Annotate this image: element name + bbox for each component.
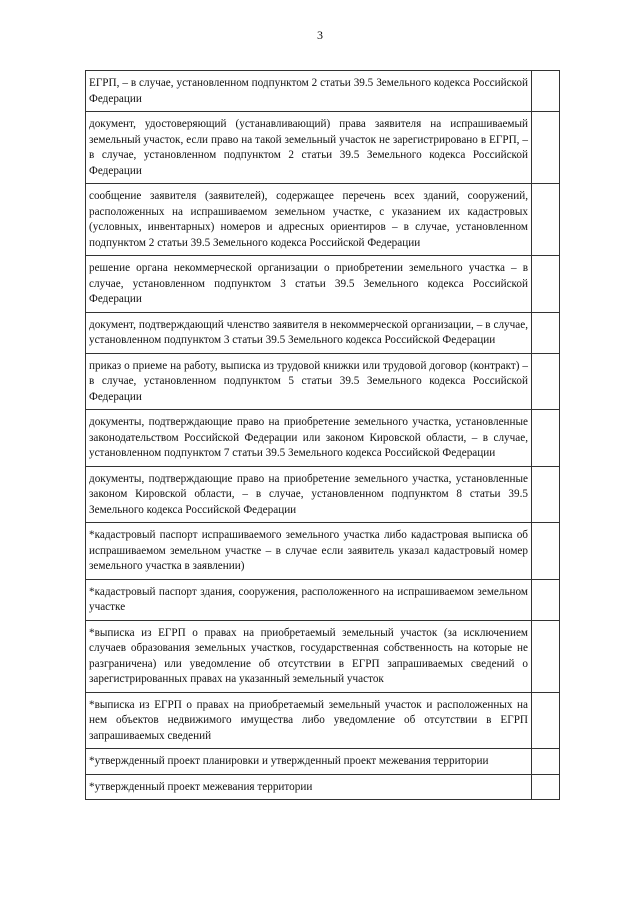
checkbox-cell xyxy=(532,256,560,313)
checkbox-cell xyxy=(532,692,560,749)
documents-table-body xyxy=(86,71,560,800)
document-description: *кадастровый паспорт здания, сооружения, расположенного на испрашиваемом земельном участке xyxy=(86,579,532,620)
checkbox-cell xyxy=(532,620,560,692)
table-row xyxy=(86,774,560,800)
table-row xyxy=(86,312,560,353)
checkbox-cell xyxy=(532,774,560,800)
document-description: документы, подтверждающие право на приобретение земельного участка, установленные законом Кировской области, – в случае, установленном подпунктом 8 статьи 39.5 Земельного кодекса Российской Федерации xyxy=(86,466,532,523)
table-row xyxy=(86,410,560,467)
checkbox-cell xyxy=(532,523,560,580)
checkbox-cell xyxy=(532,466,560,523)
table-row xyxy=(86,256,560,313)
document-description: документ, подтверждающий членство заявителя в некоммерческой организации, – в случае, установленном подпунктом 3 статьи 39.5 Земельного кодекса Российской Федерации xyxy=(86,312,532,353)
document-description: документы, подтверждающие право на приобретение земельного участка, установленные законодательством Российской Федерации или законом Кировской области, – в случае, установленном подпунктом 7 статьи 39.5 Земельного кодекса Российской Федерации xyxy=(86,410,532,467)
document-description: приказ о приеме на работу, выписка из трудовой книжки или трудовой договор (контракт) – в случае, установленном подпунктом 5 статьи 39.5 Земельного кодекса Российской Федерации xyxy=(86,353,532,410)
checkbox-cell xyxy=(532,749,560,775)
table-row xyxy=(86,620,560,692)
document-description: сообщение заявителя (заявителей), содержащее перечень всех зданий, сооружений, расположенных на испрашиваемом земельном участке, с указанием их кадастровых (условных, инвентарных) номеров и адресных ориентиров – в случае, установленном подпунктом 2 статьи 39.5 Земельного кодекса Российской Федерации xyxy=(86,184,532,256)
checkbox-cell xyxy=(532,184,560,256)
document-description: *утвержденный проект межевания территории xyxy=(86,774,532,800)
document-description: *выписка из ЕГРП о правах на приобретаемый земельный участок (за исключением случаев образования земельных участков, государственная собственность на которые не разграничена) или уведомление об отсутствии в ЕГРП запрашиваемых сведений о зарегистрированных правах на указанный земельный участок xyxy=(86,620,532,692)
document-description: документ, удостоверяющий (устанавливающий) права заявителя на испрашиваемый земельный участок, если право на такой земельный участок не зарегистрировано в ЕГРП, – в случае, установленном подпунктом 2 статьи 39.5 Земельного кодекса Российской Федерации xyxy=(86,112,532,184)
table-row xyxy=(86,184,560,256)
document-description: *выписка из ЕГРП о правах на приобретаемый земельный участок и расположенных на нем объектов недвижимого имущества либо уведомление об отсутствии в ЕГРП запрашиваемых сведений xyxy=(86,692,532,749)
checkbox-cell xyxy=(532,410,560,467)
document-description: *утвержденный проект планировки и утвержденный проект межевания территории xyxy=(86,749,532,775)
document-description: *кадастровый паспорт испрашиваемого земельного участка либо кадастровая выписка об испрашиваемом земельном участке – в случае если заявитель указал кадастровый номер земельного участка в заявлении) xyxy=(86,523,532,580)
page-number: 3 xyxy=(317,28,323,42)
table-row xyxy=(86,466,560,523)
table-row xyxy=(86,692,560,749)
table-row xyxy=(86,523,560,580)
table-row xyxy=(86,112,560,184)
table-row xyxy=(86,353,560,410)
document-description: ЕГРП, – в случае, установленном подпунктом 2 статьи 39.5 Земельного кодекса Российской Федерации xyxy=(86,71,532,112)
checkbox-cell xyxy=(532,312,560,353)
checkbox-cell xyxy=(532,353,560,410)
checkbox-cell xyxy=(532,579,560,620)
checkbox-cell xyxy=(532,71,560,112)
document-description: решение органа некоммерческой организации о приобретении земельного участка – в случае, установленном подпунктом 3 статьи 39.5 Земельного кодекса Российской Федерации xyxy=(86,256,532,313)
documents-table xyxy=(85,70,560,800)
checkbox-cell xyxy=(532,112,560,184)
table-row xyxy=(86,749,560,775)
table-row xyxy=(86,71,560,112)
table-row xyxy=(86,579,560,620)
